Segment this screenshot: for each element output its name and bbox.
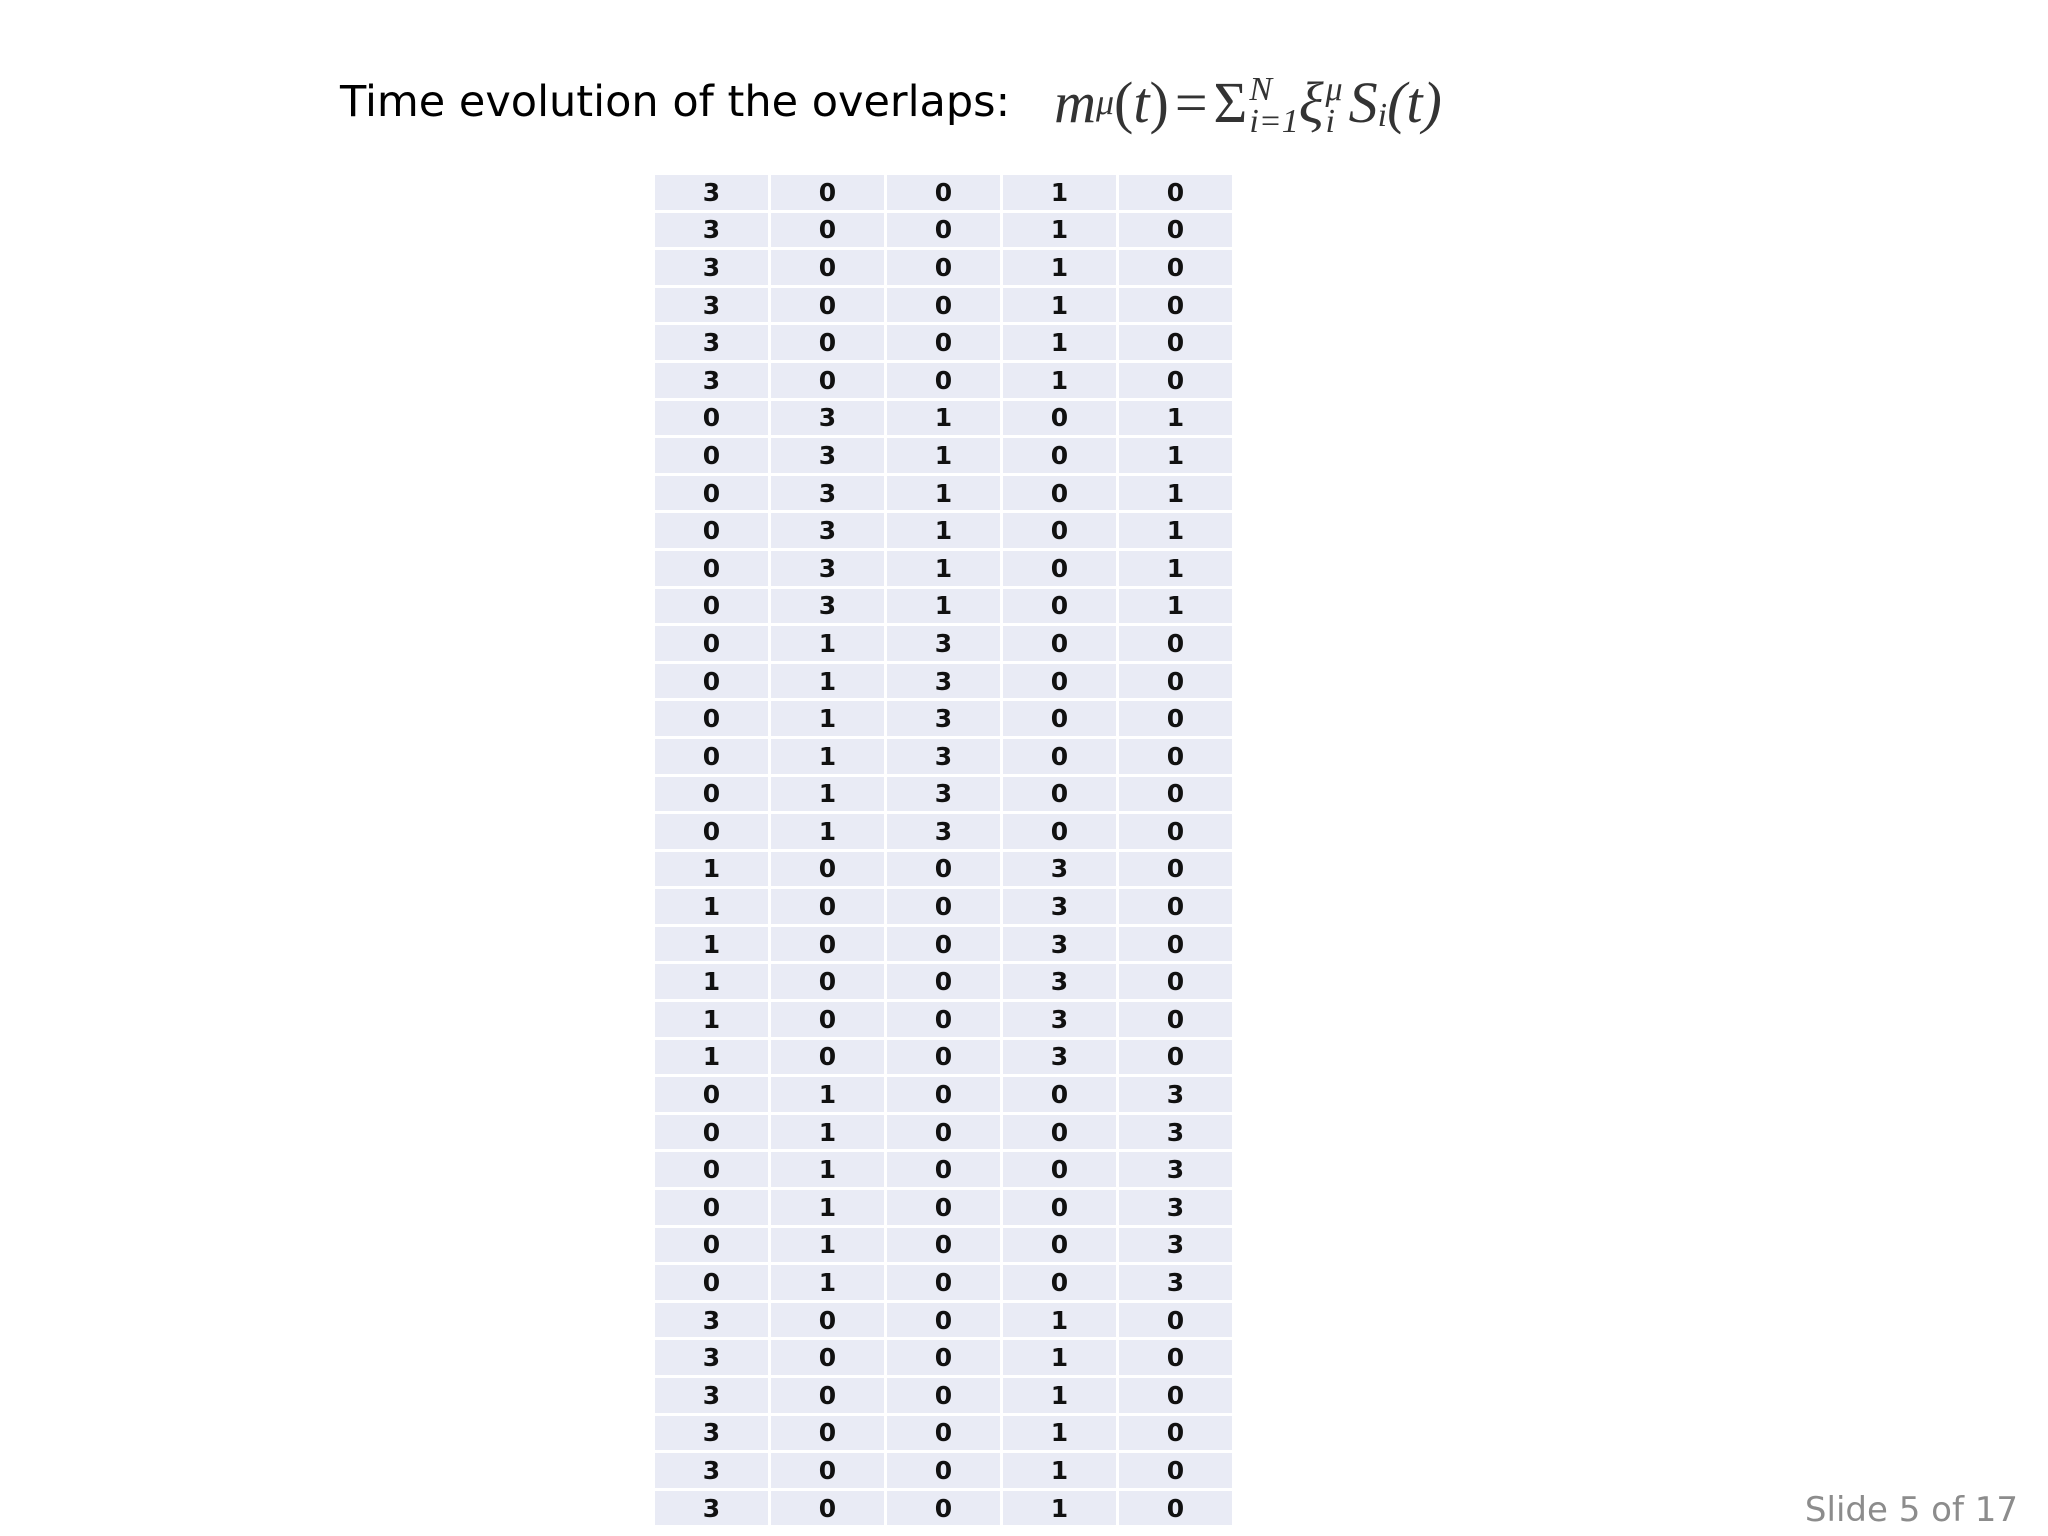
table-cell: 0 — [1003, 1077, 1116, 1112]
table-cell: 0 — [655, 1190, 768, 1225]
overlap-table — [652, 172, 1235, 1528]
table-cell: 1 — [887, 513, 1000, 548]
table-row — [655, 664, 1232, 699]
overlap-formula: m μ ( t ) = Σ N i=1 ξ μ i S i (t) — [1054, 69, 1442, 140]
table-cell: 0 — [771, 1416, 884, 1451]
table-cell: 0 — [655, 814, 768, 849]
table-cell: 3 — [887, 664, 1000, 699]
table-cell: 3 — [1003, 927, 1116, 962]
table-cell: 0 — [887, 363, 1000, 398]
table-cell: 0 — [771, 288, 884, 323]
table-cell: 3 — [1003, 1040, 1116, 1075]
table-cell: 0 — [771, 927, 884, 962]
table-cell: 0 — [655, 513, 768, 548]
table-cell: 0 — [1003, 1190, 1116, 1225]
table-cell: 3 — [655, 1416, 768, 1451]
formula-equals: = — [1174, 69, 1208, 135]
table-cell: 3 — [771, 401, 884, 436]
table-cell: 1 — [771, 1077, 884, 1112]
table-cell: 0 — [771, 964, 884, 999]
table-row — [655, 1077, 1232, 1112]
table-cell: 0 — [887, 1002, 1000, 1037]
table-cell: 0 — [771, 250, 884, 285]
table-cell: 0 — [887, 325, 1000, 360]
table-cell: 3 — [887, 777, 1000, 812]
table-row — [655, 927, 1232, 962]
table-cell: 0 — [1003, 1152, 1116, 1187]
table-cell: 1 — [1003, 1453, 1116, 1488]
table-row — [655, 551, 1232, 586]
table-row — [655, 213, 1232, 248]
table-row — [655, 438, 1232, 473]
table-cell: 0 — [1003, 777, 1116, 812]
table-cell: 1 — [1003, 288, 1116, 323]
table-row — [655, 1040, 1232, 1075]
table-row — [655, 1190, 1232, 1225]
table-cell: 0 — [887, 1152, 1000, 1187]
table-row — [655, 1265, 1232, 1300]
table-cell: 0 — [887, 1040, 1000, 1075]
table-cell: 0 — [1003, 739, 1116, 774]
table-cell: 3 — [655, 175, 768, 210]
table-cell: 3 — [655, 250, 768, 285]
table-cell: 0 — [887, 1453, 1000, 1488]
table-cell: 0 — [655, 626, 768, 661]
table-cell: 0 — [1003, 701, 1116, 736]
table-cell: 3 — [771, 438, 884, 473]
table-cell: 0 — [1119, 889, 1232, 924]
formula-m: m — [1054, 69, 1096, 135]
formula-sum: Σ — [1213, 69, 1248, 135]
formula-xi: ξ — [1298, 69, 1324, 135]
table-cell: 3 — [771, 513, 884, 548]
table-cell: 0 — [1119, 325, 1232, 360]
table-cell: 1 — [771, 739, 884, 774]
formula-S-sub: i — [1377, 97, 1388, 134]
table-cell: 0 — [887, 1077, 1000, 1112]
table-cell: 1 — [655, 889, 768, 924]
slide-title: Time evolution of the overlaps: — [340, 77, 1011, 127]
table-cell: 0 — [771, 1453, 884, 1488]
table-cell: 3 — [1119, 1190, 1232, 1225]
formula-xi-sup: μ — [1325, 71, 1343, 108]
table-cell: 1 — [1119, 551, 1232, 586]
table-cell: 0 — [1003, 626, 1116, 661]
table-cell: 0 — [771, 1303, 884, 1338]
table-cell: 1 — [655, 964, 768, 999]
table-row — [655, 1303, 1232, 1338]
table-cell: 0 — [655, 1077, 768, 1112]
table-cell: 3 — [887, 626, 1000, 661]
table-row — [655, 589, 1232, 624]
table-cell: 3 — [1119, 1115, 1232, 1150]
table-cell: 1 — [771, 814, 884, 849]
table-cell: 1 — [771, 777, 884, 812]
table-row — [655, 476, 1232, 511]
table-cell: 0 — [887, 1416, 1000, 1451]
table-cell: 1 — [1003, 250, 1116, 285]
table-cell: 0 — [1119, 1040, 1232, 1075]
table-row — [655, 777, 1232, 812]
table-cell: 1 — [771, 664, 884, 699]
table-cell: 0 — [655, 664, 768, 699]
table-cell: 0 — [887, 889, 1000, 924]
table-cell: 0 — [771, 889, 884, 924]
table-cell: 0 — [887, 1115, 1000, 1150]
formula-open-paren: ( — [1114, 69, 1134, 135]
table-cell: 0 — [887, 250, 1000, 285]
table-row — [655, 1453, 1232, 1488]
table-cell: 0 — [1119, 777, 1232, 812]
table-row — [655, 288, 1232, 323]
overlap-table-body — [655, 175, 1232, 1525]
table-cell: 0 — [1119, 1491, 1232, 1526]
table-cell: 0 — [887, 1491, 1000, 1526]
table-cell: 0 — [771, 1378, 884, 1413]
table-cell: 0 — [1003, 814, 1116, 849]
table-cell: 1 — [1119, 401, 1232, 436]
table-row — [655, 1115, 1232, 1150]
table-cell: 0 — [887, 927, 1000, 962]
formula-S: S — [1348, 69, 1378, 135]
table-cell: 0 — [887, 1265, 1000, 1300]
table-cell: 3 — [1003, 852, 1116, 887]
table-row — [655, 852, 1232, 887]
table-cell: 3 — [655, 213, 768, 248]
table-cell: 0 — [771, 1040, 884, 1075]
table-cell: 0 — [771, 175, 884, 210]
table-row — [655, 401, 1232, 436]
table-cell: 3 — [655, 325, 768, 360]
table-cell: 0 — [887, 1190, 1000, 1225]
table-row — [655, 1378, 1232, 1413]
table-cell: 0 — [1119, 1378, 1232, 1413]
table-cell: 3 — [1003, 889, 1116, 924]
table-cell: 0 — [887, 1228, 1000, 1263]
formula-close-paren: ) — [1149, 69, 1169, 135]
table-cell: 0 — [1003, 401, 1116, 436]
table-cell: 0 — [1119, 927, 1232, 962]
table-cell: 0 — [771, 325, 884, 360]
table-cell: 1 — [887, 589, 1000, 624]
table-cell: 1 — [1003, 1416, 1116, 1451]
table-cell: 0 — [1003, 1228, 1116, 1263]
formula-S-arg: (t) — [1387, 69, 1442, 135]
table-cell: 1 — [1003, 1340, 1116, 1375]
table-cell: 3 — [655, 363, 768, 398]
table-cell: 0 — [1119, 1002, 1232, 1037]
table-cell: 1 — [771, 626, 884, 661]
table-cell: 0 — [771, 363, 884, 398]
table-cell: 3 — [1003, 1002, 1116, 1037]
table-cell: 3 — [655, 1453, 768, 1488]
table-cell: 0 — [1119, 701, 1232, 736]
table-cell: 3 — [887, 739, 1000, 774]
table-cell: 1 — [1003, 1491, 1116, 1526]
table-cell: 0 — [887, 1303, 1000, 1338]
table-cell: 0 — [655, 1115, 768, 1150]
table-cell: 3 — [771, 589, 884, 624]
table-cell: 0 — [1119, 1303, 1232, 1338]
table-cell: 0 — [1119, 852, 1232, 887]
table-row — [655, 325, 1232, 360]
table-row — [655, 363, 1232, 398]
table-row — [655, 889, 1232, 924]
table-cell: 1 — [1119, 589, 1232, 624]
table-cell: 3 — [655, 1491, 768, 1526]
table-row — [655, 1491, 1232, 1526]
table-cell: 3 — [655, 1303, 768, 1338]
table-cell: 1 — [1119, 513, 1232, 548]
table-cell: 0 — [1003, 664, 1116, 699]
table-cell: 0 — [887, 852, 1000, 887]
table-cell: 1 — [1003, 1303, 1116, 1338]
table-cell: 0 — [887, 288, 1000, 323]
table-row — [655, 964, 1232, 999]
table-cell: 0 — [887, 175, 1000, 210]
formula-t: t — [1133, 69, 1150, 135]
table-cell: 0 — [655, 401, 768, 436]
formula-sum-upper: N — [1249, 71, 1272, 108]
table-row — [655, 250, 1232, 285]
table-cell: 1 — [655, 1002, 768, 1037]
table-cell: 1 — [771, 1265, 884, 1300]
table-cell: 1 — [771, 1115, 884, 1150]
table-cell: 1 — [1119, 476, 1232, 511]
table-cell: 0 — [655, 1265, 768, 1300]
table-cell: 3 — [1119, 1228, 1232, 1263]
table-cell: 0 — [1119, 250, 1232, 285]
table-cell: 0 — [655, 1228, 768, 1263]
table-cell: 1 — [655, 852, 768, 887]
table-cell: 0 — [655, 777, 768, 812]
table-cell: 0 — [771, 1002, 884, 1037]
table-cell: 1 — [771, 1152, 884, 1187]
table-cell: 0 — [1119, 626, 1232, 661]
table-cell: 0 — [771, 1340, 884, 1375]
table-cell: 1 — [887, 401, 1000, 436]
table-row — [655, 1228, 1232, 1263]
table-cell: 1 — [655, 1040, 768, 1075]
table-row — [655, 513, 1232, 548]
table-cell: 1 — [1003, 213, 1116, 248]
formula-xi-sub: i — [1325, 103, 1335, 140]
table-cell: 3 — [1119, 1265, 1232, 1300]
table-cell: 0 — [1003, 589, 1116, 624]
table-cell: 3 — [1003, 964, 1116, 999]
table-cell: 3 — [1119, 1152, 1232, 1187]
table-row — [655, 1416, 1232, 1451]
title-row — [340, 62, 1442, 142]
table-cell: 3 — [887, 814, 1000, 849]
table-cell: 1 — [1003, 1378, 1116, 1413]
table-cell: 1 — [1003, 325, 1116, 360]
table-cell: 0 — [1119, 739, 1232, 774]
table-cell: 0 — [1003, 513, 1116, 548]
table-row — [655, 814, 1232, 849]
formula-sum-limits — [1249, 71, 1299, 140]
table-cell: 0 — [887, 213, 1000, 248]
table-cell: 0 — [1119, 814, 1232, 849]
table-cell: 0 — [655, 589, 768, 624]
table-cell: 3 — [655, 288, 768, 323]
table-cell: 0 — [655, 739, 768, 774]
table-cell: 0 — [1119, 1340, 1232, 1375]
table-cell: 0 — [655, 438, 768, 473]
table-cell: 0 — [1119, 664, 1232, 699]
formula-sum-lower: i=1 — [1249, 103, 1299, 140]
table-cell: 0 — [1119, 1453, 1232, 1488]
table-cell: 0 — [1119, 964, 1232, 999]
table-cell: 0 — [887, 1340, 1000, 1375]
table-cell: 0 — [1119, 363, 1232, 398]
table-cell: 0 — [1003, 551, 1116, 586]
formula-xi-indices — [1325, 71, 1343, 140]
table-cell: 3 — [771, 551, 884, 586]
table-cell: 0 — [1119, 1416, 1232, 1451]
table-row — [655, 626, 1232, 661]
table-cell: 1 — [771, 701, 884, 736]
table-cell: 1 — [887, 476, 1000, 511]
table-cell: 1 — [771, 1228, 884, 1263]
table-cell: 0 — [1003, 1265, 1116, 1300]
table-row — [655, 739, 1232, 774]
table-cell: 1 — [1119, 438, 1232, 473]
table-cell: 0 — [655, 476, 768, 511]
table-cell: 0 — [887, 1378, 1000, 1413]
table-cell: 1 — [1003, 175, 1116, 210]
table-cell: 0 — [1003, 438, 1116, 473]
table-cell: 3 — [887, 701, 1000, 736]
table-row — [655, 1152, 1232, 1187]
table-cell: 1 — [887, 438, 1000, 473]
table-row — [655, 175, 1232, 210]
table-row — [655, 1002, 1232, 1037]
table-cell: 0 — [1119, 288, 1232, 323]
table-cell: 3 — [1119, 1077, 1232, 1112]
table-cell: 0 — [771, 213, 884, 248]
table-cell: 0 — [887, 964, 1000, 999]
table-cell: 0 — [1003, 1115, 1116, 1150]
table-cell: 0 — [655, 701, 768, 736]
table-cell: 0 — [771, 1491, 884, 1526]
table-row — [655, 1340, 1232, 1375]
table-cell: 0 — [655, 1152, 768, 1187]
table-cell: 0 — [771, 852, 884, 887]
table-cell: 0 — [1003, 476, 1116, 511]
table-cell: 0 — [1119, 213, 1232, 248]
table-cell: 3 — [771, 476, 884, 511]
slide-counter: Slide 5 of 17 — [1804, 1490, 2018, 1530]
table-cell: 1 — [1003, 363, 1116, 398]
table-row — [655, 701, 1232, 736]
table-cell: 0 — [1119, 175, 1232, 210]
table-cell: 3 — [655, 1378, 768, 1413]
table-cell: 1 — [771, 1190, 884, 1225]
table-cell: 1 — [887, 551, 1000, 586]
table-cell: 0 — [655, 551, 768, 586]
table-cell: 1 — [655, 927, 768, 962]
table-cell: 3 — [655, 1340, 768, 1375]
